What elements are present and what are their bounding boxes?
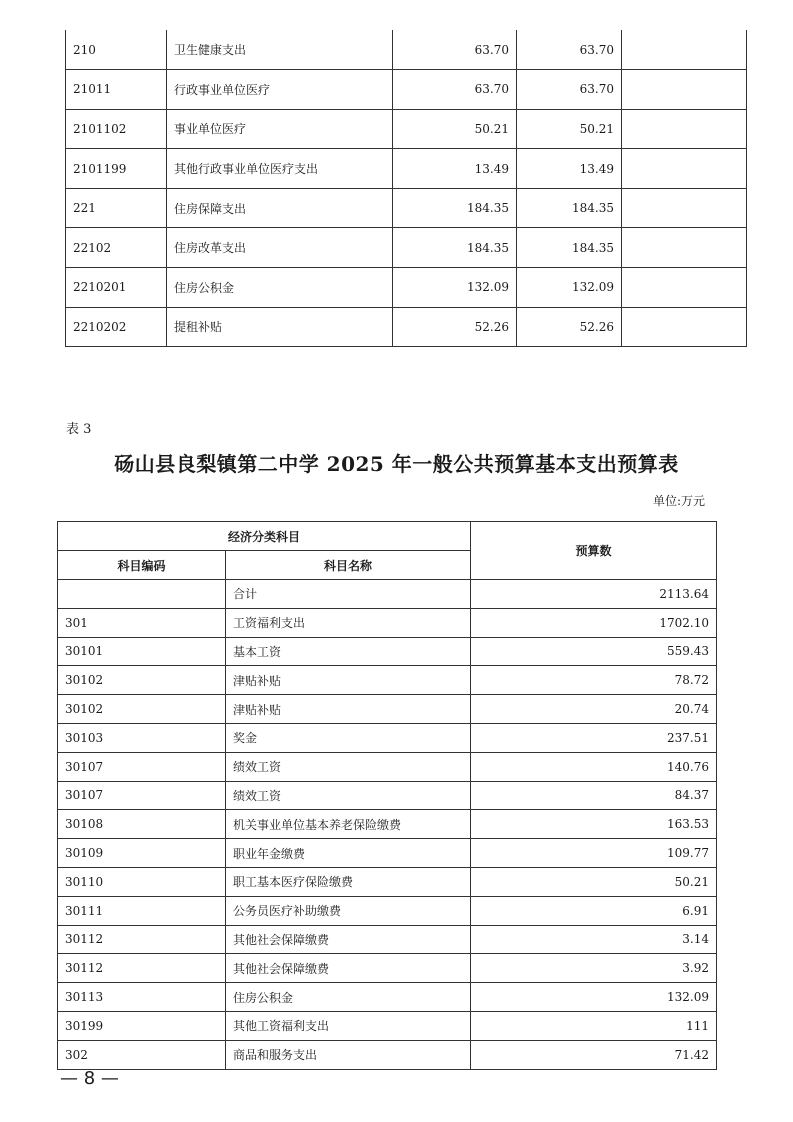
table-row [58,580,717,609]
subject-name: 其他社会保障缴费 [226,954,471,983]
basic-amount: 13.49 [517,149,622,189]
subject-code: 30101 [58,637,226,666]
basic-amount: 63.70 [517,70,622,110]
budget-amount: 78.72 [471,666,717,695]
subject-code: 30102 [58,666,226,695]
budget-amount: 50.21 [471,867,717,896]
subject-code: 30113 [58,983,226,1012]
table-row [58,954,717,983]
budget-amount: 84.37 [471,781,717,810]
upper-budget-table [65,30,747,347]
subject-name: 住房公积金 [167,268,393,308]
project-amount [622,109,747,149]
budget-amount: 1702.10 [471,608,717,637]
upper-table-body [66,30,747,347]
subject-code: 30112 [58,954,226,983]
table-row [66,70,747,110]
table-row [58,839,717,868]
basic-amount: 132.09 [517,268,622,308]
subject-code: 302 [58,1040,226,1069]
table-row [66,109,747,149]
subject-code: 22102 [66,228,167,268]
budget-amount: 6.91 [471,896,717,925]
budget-amount: 132.09 [471,983,717,1012]
table-row [58,781,717,810]
subject-code: 30109 [58,839,226,868]
project-amount [622,149,747,189]
subject-code: 30199 [58,1011,226,1040]
header-budget-amount: 预算数 [471,522,717,580]
subject-code: 30111 [58,896,226,925]
subject-name: 商品和服务支出 [226,1040,471,1069]
subject-name: 职业年金缴费 [226,839,471,868]
subject-name: 津贴补贴 [226,666,471,695]
project-amount [622,30,747,70]
table-row [66,30,747,70]
basic-amount: 50.21 [517,109,622,149]
budget-amount: 109.77 [471,839,717,868]
table-body [58,580,717,1070]
subject-name: 其他社会保障缴费 [226,925,471,954]
page-title: 砀山县良梨镇第二中学 2025 年一般公共预算基本支出预算表 [114,452,679,476]
table-row [58,723,717,752]
table-row [58,1011,717,1040]
table-row [58,925,717,954]
project-amount [622,70,747,110]
subject-code: 210 [66,30,167,70]
budget-amount: 111 [471,1011,717,1040]
subject-code: 30112 [58,925,226,954]
project-amount [622,228,747,268]
table-row [58,1040,717,1069]
table-row [58,695,717,724]
subject-code: 301 [58,608,226,637]
page-number: — 8 — [60,1068,119,1089]
subject-name: 奖金 [226,723,471,752]
subject-code: 21011 [66,70,167,110]
table-row [66,149,747,189]
subject-name: 住房公积金 [226,983,471,1012]
basic-amount: 63.70 [517,30,622,70]
subject-name: 住房保障支出 [167,188,393,228]
subject-name: 机关事业单位基本养老保险缴费 [226,810,471,839]
subject-code: 2210202 [66,307,167,347]
subject-name: 其他工资福利支出 [226,1011,471,1040]
table-row [58,608,717,637]
table-row [66,228,747,268]
budget-amount: 559.43 [471,637,717,666]
basic-amount: 52.26 [517,307,622,347]
project-amount [622,188,747,228]
subject-name: 公务员医疗补助缴费 [226,896,471,925]
budget-amount: 71.42 [471,1040,717,1069]
table-header [58,522,717,580]
table-row [66,188,747,228]
subject-name: 提租补贴 [167,307,393,347]
subject-name: 津贴补贴 [226,695,471,724]
table-row [58,983,717,1012]
budget-amount: 20.74 [471,695,717,724]
subject-code: 2101199 [66,149,167,189]
project-amount [622,307,747,347]
subject-name: 卫生健康支出 [167,30,393,70]
total-amount: 13.49 [393,149,517,189]
table-row [58,867,717,896]
project-amount [622,268,747,308]
subject-name: 基本工资 [226,637,471,666]
total-amount: 63.70 [393,30,517,70]
subject-code: 2210201 [66,268,167,308]
subject-code: 221 [66,188,167,228]
subject-code [58,580,226,609]
table-row [58,666,717,695]
subject-name: 合计 [226,580,471,609]
subject-name: 行政事业单位医疗 [167,70,393,110]
basic-expenditure-table [57,521,717,1070]
basic-amount: 184.35 [517,228,622,268]
table-row [58,810,717,839]
table-label: 表 3 [66,422,92,437]
subject-code: 2101102 [66,109,167,149]
header-subject-code: 科目编码 [58,551,226,580]
header-subject-name: 科目名称 [226,551,471,580]
table-row [58,752,717,781]
total-amount: 52.26 [393,307,517,347]
unit-label: 单位:万元 [652,494,705,508]
basic-amount: 184.35 [517,188,622,228]
subject-code: 30102 [58,695,226,724]
subject-name: 事业单位医疗 [167,109,393,149]
total-amount: 184.35 [393,188,517,228]
subject-name: 工资福利支出 [226,608,471,637]
table-row [66,307,747,347]
subject-code: 30103 [58,723,226,752]
subject-code: 30108 [58,810,226,839]
table-row [58,637,717,666]
table-row [58,896,717,925]
subject-code: 30107 [58,752,226,781]
budget-amount: 2113.64 [471,580,717,609]
budget-amount: 3.14 [471,925,717,954]
subject-name: 住房改革支出 [167,228,393,268]
subject-name: 其他行政事业单位医疗支出 [167,149,393,189]
header-economic-category: 经济分类科目 [58,522,471,551]
total-amount: 132.09 [393,268,517,308]
total-amount: 184.35 [393,228,517,268]
budget-amount: 3.92 [471,954,717,983]
total-amount: 63.70 [393,70,517,110]
subject-code: 30107 [58,781,226,810]
subject-name: 绩效工资 [226,781,471,810]
total-amount: 50.21 [393,109,517,149]
budget-amount: 237.51 [471,723,717,752]
subject-code: 30110 [58,867,226,896]
budget-amount: 163.53 [471,810,717,839]
subject-name: 职工基本医疗保险缴费 [226,867,471,896]
table-row [66,268,747,308]
budget-amount: 140.76 [471,752,717,781]
subject-name: 绩效工资 [226,752,471,781]
